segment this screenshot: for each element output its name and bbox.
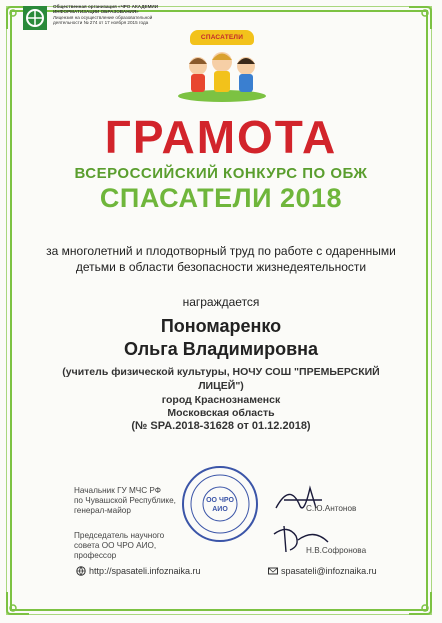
certificate-number: (№ SPA.2018-31628 от 01.12.2018) xyxy=(131,420,311,432)
organization-header xyxy=(22,4,193,31)
recipient-name: Ольга Владимировна xyxy=(123,339,319,359)
awarded-label: награждается xyxy=(182,295,260,309)
globe-icon xyxy=(76,566,86,576)
official-stamp xyxy=(180,464,260,544)
frame-corner-ornament xyxy=(407,590,433,616)
contest-name: СПАСАТЕЛИ 2018 xyxy=(99,183,343,213)
stamp-text: АИО xyxy=(212,506,228,513)
signatory-title-line: генерал-майор xyxy=(74,505,131,515)
signatory-title-line: совета ОО ЧРО АИО, xyxy=(74,540,157,550)
frame-corner-ornament xyxy=(5,590,31,616)
org-line: ИНФОРМАТИЗАЦИИ ОБРАЗОВАНИЯ» xyxy=(53,9,139,15)
award-reason: за многолетний и плодотворный труд по работе с одаренными детьми в области безопасности жизнедеятельности xyxy=(46,244,396,274)
organization-info xyxy=(53,4,193,25)
recipient-role: (учитель физической культуры, НОЧУ СОШ "ПРЕМЬЕРСКИЙ ЛИЦЕЙ") xyxy=(62,366,380,392)
org-line: деятельности № 274 от 17 ноября 2015 года xyxy=(53,19,149,25)
website-link[interactable]: http://spasateli.infoznaika.ru xyxy=(89,566,201,576)
frame-corner-ornament xyxy=(407,5,433,31)
children-illustration xyxy=(176,30,268,102)
org-line: Общественная организация «ЧРО АКАДЕМИИ xyxy=(53,4,159,9)
certificate-title: ГРАМОТА xyxy=(104,111,338,163)
signatory-title-line: Начальник ГУ МЧС РФ xyxy=(74,486,161,495)
signatory-1-name: С.Ю.Антонов xyxy=(306,504,357,513)
recipient-surname: Пономаренко xyxy=(160,316,282,336)
signatory-1-title xyxy=(74,486,176,515)
stamp-text: ОО ЧРО xyxy=(206,497,234,504)
email-link[interactable]: spasateli@infoznaika.ru xyxy=(281,566,377,576)
spasateli-banner: СПАСАТЕЛИ xyxy=(190,30,254,45)
org-line: Лицензия на осуществление образовательной xyxy=(53,14,153,20)
footer-website xyxy=(76,566,201,576)
signatory-title-line: профессор xyxy=(74,550,117,560)
signatory-title-line: Председатель научного xyxy=(74,531,165,540)
contest-subtitle: ВСЕРОССИЙСКИЙ КОНКУРС ПО ОБЖ xyxy=(74,165,368,182)
footer-email xyxy=(268,566,377,576)
organization-logo-icon xyxy=(22,5,48,31)
recipient-region: Московская область xyxy=(167,407,275,419)
signatory-2-name: Н.В.Софронова xyxy=(306,546,367,555)
mail-icon xyxy=(268,566,278,576)
recipient-city: город Краснознаменск xyxy=(161,394,281,406)
signatory-title-line: по Чувашской Республике, xyxy=(74,495,176,505)
signatory-2-title xyxy=(74,531,164,560)
